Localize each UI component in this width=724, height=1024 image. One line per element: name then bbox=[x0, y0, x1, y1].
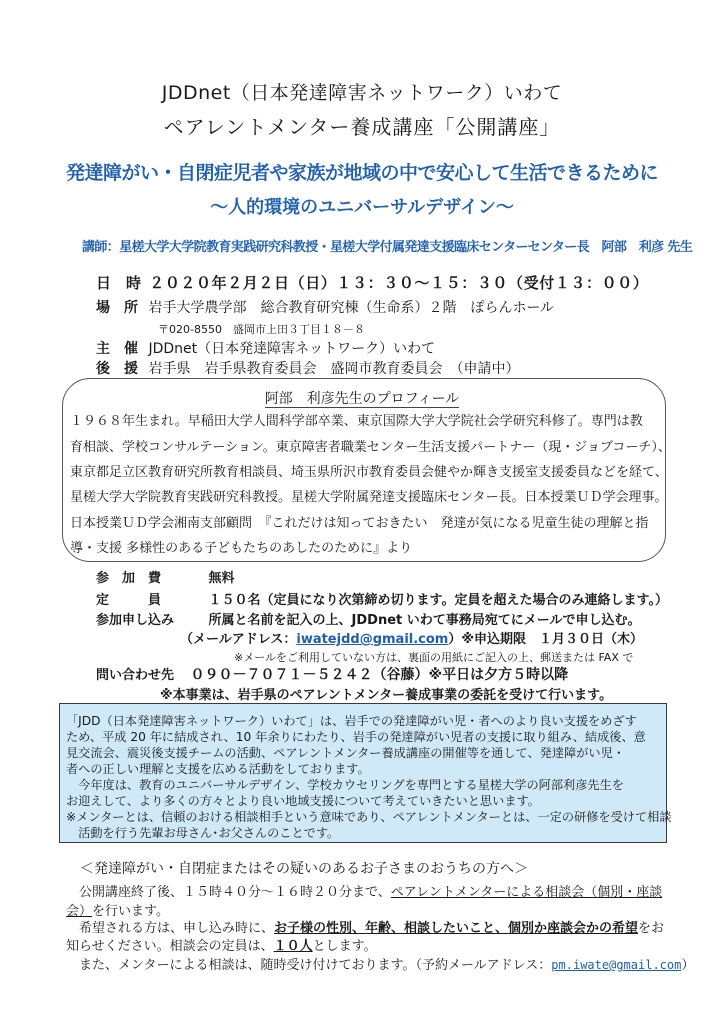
info-line-3: 見交流会、震災後支援チームの活動、ペアレントメンター養成講座の開催等を通して、発達障がい児・ bbox=[66, 746, 625, 760]
info-line-5: 今年度は、教育のユニバーサルデザイン、学校カウセリングを専門とする星槎大学の阿部利彦先生を bbox=[66, 778, 624, 792]
consult-p1d: を行います。 bbox=[92, 904, 169, 919]
info-line-6: お迎えして、より多くの方々とより良い地域支援について考えていきたいと思います。 bbox=[66, 794, 540, 808]
consult-para-1 bbox=[66, 881, 662, 900]
profile-line-2: 育相談、学校コンサルテーション。東京障害者職業センター生活支援パートナー（現・ジョブコーチ）、 bbox=[70, 440, 671, 455]
profile-title-wrap bbox=[0, 388, 724, 408]
subtheme-title: ～人的環境のユニバーサルデザイン～ bbox=[210, 197, 514, 218]
fee-label: 参 加 費 bbox=[96, 571, 162, 586]
lecturer-line: 講師：星槎大学大学院教育実践研究科教授・星槎大学付属発達支援臨床センターセンター長 阿部 利彦 先生 bbox=[82, 240, 693, 255]
capacity-label: 定 員 bbox=[96, 593, 162, 608]
host-row bbox=[96, 338, 435, 358]
info-line-2: ため、平成 20 年に結成され、10 年余りにわたり、岩手の発達障がい児者の支援に取り組み、結成後、意 bbox=[66, 730, 646, 744]
profile-line-6: 導・支援 多様性のある子どもたちのあしたのために』より bbox=[70, 541, 413, 556]
consult-para-2 bbox=[66, 917, 664, 936]
contact-row bbox=[96, 664, 568, 684]
profile-line-3: 東京都足立区教育研究所教育相談員、埼玉県所沢市教育委員会健やか輝き支援室支援委員などを経て、 bbox=[70, 465, 668, 480]
info-line-8: 活動を行う先輩お母さん･お父さんのことです。 bbox=[66, 826, 340, 840]
profile-line-4: 星槎大学大学院教育実践研究科教授。星槎大学附属発達支援臨床センター長。日本授業ＵＤ学会理事。 bbox=[70, 490, 668, 505]
info-line-4: 者への正しい理解と支援を広める活動をしております。 bbox=[66, 762, 370, 776]
date-label: 日 時 bbox=[96, 274, 142, 292]
consult-p3b: １０人 bbox=[273, 939, 313, 954]
support-value: 岩手県 岩手県教育委員会 盛岡市教育委員会 （申請中） bbox=[148, 361, 520, 377]
consult-heading: ＜発達障がい・自閉症またはその疑いのあるお子さまのおうちの方へ＞ bbox=[80, 861, 528, 877]
reservation-mail-link[interactable]: pm.iwate@gmail.com bbox=[551, 958, 682, 972]
consult-p1a: 公開講座終了後、１５時４０分～１６時２０分まで、 bbox=[66, 885, 391, 900]
mail-address-link[interactable]: iwatejdd@gmail.com bbox=[296, 632, 449, 647]
capacity-row bbox=[96, 589, 668, 608]
contact-label: 問い合わせ先 bbox=[96, 668, 175, 683]
profile-line-1: １９６８年生まれ。早稲田大学人間科学部卒業、東京国際大学大学院社会学研究科修了。専門は教 bbox=[70, 414, 643, 429]
host-value: JDDnet（日本発達障害ネットワーク）いわて bbox=[148, 341, 436, 357]
profile-line-5: 日本授業ＵＤ学会湘南支部顧問 『これだけは知っておきたい 発達が気になる児童生徒の理解と指 bbox=[70, 516, 649, 531]
consult-para-4 bbox=[66, 954, 694, 973]
contact-value: ０９０－７０７１－５２４２（谷藤）※平日は夕方５時以降 bbox=[190, 667, 569, 683]
consult-p4c: ） bbox=[681, 958, 695, 973]
consult-p4a: また、メンターによる相談は、随時受け付けております。（予約メールアドレス： bbox=[66, 958, 552, 973]
consult-p3a: 知らせください。相談会の定員は、 bbox=[66, 939, 274, 954]
consult-p1b: ペアレントメンターによる相談会（個別・座談 bbox=[390, 885, 663, 900]
commission-note: ※本事業は、岩手県のペアレントメンター養成事業の委託を受けて行います。 bbox=[160, 688, 613, 703]
capacity-value: １５０名（定員になり次第締め切ります。定員を超えた場合のみ連絡します。） bbox=[208, 593, 668, 608]
org-title: JDDnet（日本発達障害ネットワーク）いわて bbox=[161, 82, 563, 104]
host-label: 主 催 bbox=[96, 341, 138, 357]
consult-para-3 bbox=[66, 935, 377, 954]
apply-value: 所属と名前を記入の上、JDDnet いわて事務局宛てにメールで申し込む。 bbox=[208, 613, 641, 628]
apply-row bbox=[96, 609, 641, 628]
place-label: 場 所 bbox=[96, 300, 138, 316]
mail-suffix: ）※申込期限 １月３０日（木） bbox=[448, 632, 643, 647]
consult-p2c: をお bbox=[638, 921, 665, 936]
mail-prefix: （メールアドレス： bbox=[180, 632, 297, 647]
fee-value: 無料 bbox=[208, 571, 235, 586]
fee-row bbox=[96, 567, 235, 586]
place-value: 岩手大学農学部 総合教育研究棟（生命系）２階 ぽらんホール bbox=[148, 300, 555, 316]
support-label: 後 援 bbox=[96, 361, 138, 377]
consult-p2b: お子様の性別、年齢、相談したいこと、個別か座談会かの希望 bbox=[274, 921, 639, 936]
fax-note: ※メールをご利用していない方は、裏面の用紙にご記入の上、郵送または FAX で bbox=[234, 651, 634, 664]
mail-row bbox=[180, 628, 643, 647]
theme-title: 発達障がい・自閉症児者や家族が地域の中で安心して生活できるために bbox=[65, 162, 658, 184]
info-line-7: ※メンターとは、信頼のおける相談相手という意味であり、ペアレントメンターとは、一定の研修を受けて相談 bbox=[66, 810, 672, 824]
date-row bbox=[96, 272, 648, 293]
support-row bbox=[96, 358, 519, 378]
course-title: ペアレントメンター養成講座「公開講座」 bbox=[163, 115, 561, 139]
apply-label: 参加申し込み bbox=[96, 613, 175, 628]
address: 〒020-8550 盛岡市上田３丁目１８－８ bbox=[158, 323, 365, 336]
date-value: ２０２０年２月２日（日）１３：３０～１５：３０（受付１３：００） bbox=[149, 274, 649, 292]
consult-p1c: 会） bbox=[66, 904, 93, 919]
profile-title: 阿部 利彦先生のプロフィール bbox=[264, 391, 460, 407]
place-row bbox=[96, 297, 554, 317]
consult-p2a: 希望される方は、申し込み時に、 bbox=[66, 921, 275, 936]
consult-p3c: とします。 bbox=[312, 939, 377, 954]
info-line-1: 「JDD（日本発達障害ネットワーク）いわて」は、岩手での発達障がい児・者へのより良い支援をめざす bbox=[66, 714, 637, 728]
